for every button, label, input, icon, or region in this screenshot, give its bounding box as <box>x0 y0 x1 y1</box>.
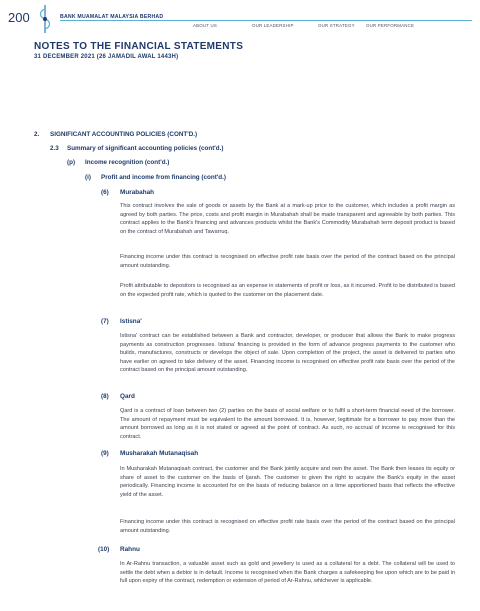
item-title: Income recognition (cont'd.) <box>85 159 170 166</box>
nav-our-leadership[interactable]: OUR LEADERSHIP <box>252 23 294 28</box>
top-navigation <box>0 23 480 31</box>
subsection-number: 2.3 <box>50 145 59 152</box>
entry-title-qard: Qard <box>120 393 135 400</box>
murabahah-paragraph-1: This contract involves the sale of goods or assets by the Bank at a mark-up price to the customer, which includes a profit margin as agreed by both parties. The price, costs and profit margin in Murabahah shall be made transparent and agreeable by both parties. This contract applies to the Bank's financing and advances products whilst the Bank's Commodity Murabahah term deposit product is based on the contract of Murabahah and Tawarruq. <box>120 203 455 235</box>
entry-number-istisna: (7) <box>101 318 109 325</box>
entry-number-murabahah: (6) <box>101 189 109 196</box>
nav-our-strategy[interactable]: OUR STRATEGY <box>318 23 355 28</box>
rahnu-paragraph-1: In Ar-Rahnu transaction, a valuable asset such as gold and jewellery is used as a collateral for a debt. The collateral will be used to settle the debt when a debtor is in default. Income is recognised when the Bank charges a safekeeping fee upon which are to be paid in full upon expiry of the contract, redemption or extension of period of Ar-Rahnu, whichever is applicable. <box>120 561 455 585</box>
entry-number-rahnu: (10) <box>98 546 110 553</box>
item-number: (p) <box>67 159 76 166</box>
nav-about-us[interactable]: ABOUT US <box>193 23 217 28</box>
bank-name: BANK MUAMALAT MALAYSIA BERHAD <box>60 14 164 20</box>
musharakah-paragraph-1: In Musharakah Mutanaqisah contract, the customer and the Bank jointly acquire and own the asset. The Bank then leases its equity or share of asset to the customer on the basis of Ijarah. The customer is given the right to acquire the Bank's equity in the asset periodically. Financing income is accounted for on the basis of reducing balance on a time apportioned basis that reflects the effective yield of the asset. <box>120 466 455 498</box>
header-divider <box>60 20 472 21</box>
subitem-number: (i) <box>85 174 91 181</box>
section-title: SIGNIFICANT ACCOUNTING POLICIES (CONT'D.) <box>50 131 198 138</box>
entry-number-musharakah: (9) <box>101 450 109 457</box>
page-number: 200 <box>8 10 30 25</box>
murabahah-paragraph-2: Financing income under this contract is recognised on effective profit rate basis over the period of the contract based on the principal amount outstanding. <box>120 254 455 269</box>
entry-number-qard: (8) <box>101 393 109 400</box>
istisna-paragraph-1: Istisna' contract can be established between a Bank and contractor, developer, or producer that allows the Bank to make progress payments as construction progresses. Istisna' financing is provided in the form of advance progress payments to the customer who builds, manufactures, constructs or develops the object of sale. Upon completion of the project, the asset is delivered to parties who have earlier on agreed to take delivery of the asset. Financing income is recognised on effective profit rate basis over the period of the contract based on the principal amount outstanding. <box>120 333 455 374</box>
qard-paragraph-1: Qard is a contract of loan between two (2) parties on the basis of social welfare or to fulfil a short-term financial need of the borrower. The amount of repayment must be equivalent to the amount borrowed. It is, however, legitimate for a borrower to pay more than the amount borrowed as long as it is not stated or agreed at the point of contract. As such, no accrual of income is recognised for this contract. <box>120 408 455 440</box>
subitem-title: Profit and income from financing (cont'd.) <box>101 174 226 181</box>
section-number: 2. <box>34 131 40 138</box>
entry-title-rahnu: Rahnu <box>120 546 140 553</box>
document-date: 31 DECEMBER 2021 (26 JAMADIL AWAL 1443H) <box>34 54 179 60</box>
subsection-title: Summary of significant accounting policies (cont'd.) <box>67 145 224 152</box>
nav-our-performance[interactable]: OUR PERFORMANCE <box>366 23 415 28</box>
entry-title-murabahah: Murabahah <box>120 189 155 196</box>
entry-title-istisna: Istisna' <box>120 318 142 325</box>
entry-title-musharakah: Musharakah Mutanaqisah <box>120 450 199 457</box>
document-title: NOTES TO THE FINANCIAL STATEMENTS <box>34 41 244 52</box>
murabahah-paragraph-3: Profit attributable to depositors is recognised as an expense in statements of profit or loss, as it incurred. Profit to be distributed is based on the expected profit rate, which is quoted to the customer on the placement date. <box>120 283 455 298</box>
musharakah-paragraph-2: Financing income under this contract is recognised on effective profit rate basis over the period of the contract based on the principal amount outstanding. <box>120 519 455 534</box>
